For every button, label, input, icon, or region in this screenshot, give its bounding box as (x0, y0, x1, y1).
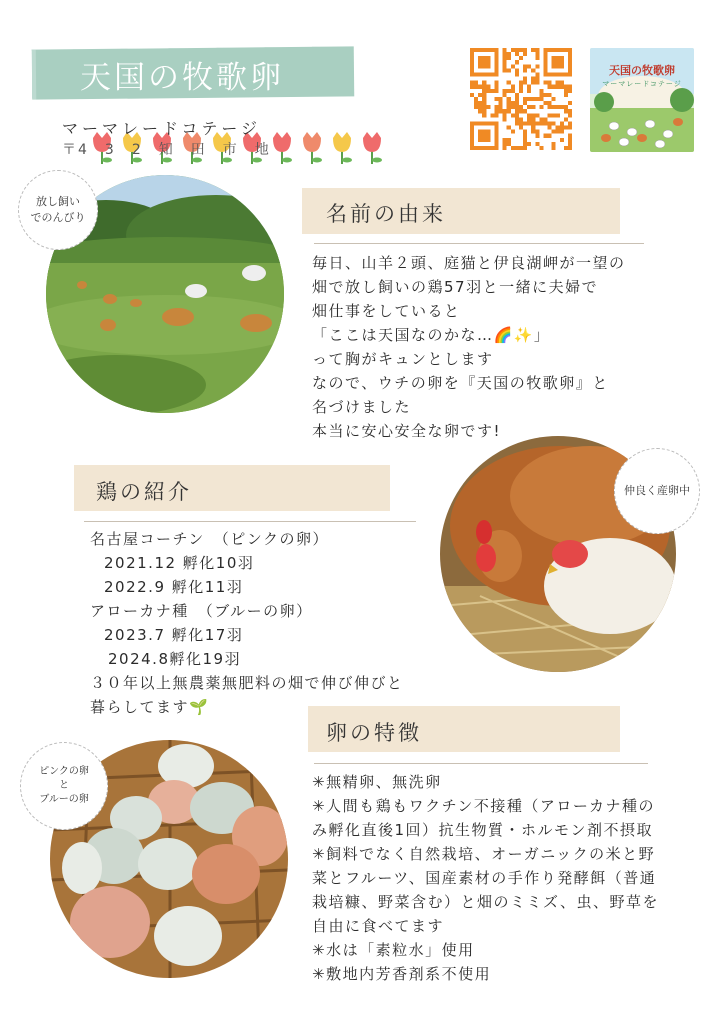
section-heading-chickens: 鶏の紹介 (96, 480, 192, 504)
features-text: ✳無精卵、無洗卵 ✳人間も鶏もワクチン不接種（アローカナ種の み孵化直後1回）抗生物質・ホルモン剤不摂取 ✳飼料でなく自然栽培、オーガニックの米と野 菜とフルーツ、国産素材の手作り発酵餌（普通 栽培糠、野菜含む）と畑のミミズ、虫、野草を 自由に食べてます ✳水は「素粒水」使用 ✳敷地内芳香剤系不使用 (312, 773, 659, 983)
qr-module (539, 146, 543, 150)
qr-module (482, 93, 486, 97)
qr-module (564, 85, 568, 89)
qr-module (503, 117, 507, 121)
qr-module (515, 48, 519, 52)
qr-module (548, 121, 552, 125)
qr-module (470, 81, 474, 85)
qr-module (535, 134, 539, 138)
qr-module (527, 142, 531, 146)
qr-module (494, 113, 498, 117)
qr-module (523, 130, 527, 134)
qr-module (527, 85, 531, 89)
qr-module (507, 126, 511, 130)
qr-module (523, 142, 527, 146)
qr-module (560, 81, 564, 85)
qr-module (548, 134, 552, 138)
qr-module (564, 93, 568, 97)
qr-module (511, 64, 515, 68)
qr-module (474, 81, 478, 85)
qr-module (556, 113, 560, 117)
qr-module (535, 130, 539, 134)
qr-module (503, 60, 507, 64)
qr-module (478, 105, 482, 109)
qr-module (511, 105, 515, 109)
caption-bubble-field: 放し飼い でのんびり (18, 170, 98, 250)
qr-module (482, 109, 486, 113)
qr-module (556, 85, 560, 89)
qr-module (507, 101, 511, 105)
qr-module (552, 113, 556, 117)
qr-module (519, 146, 523, 150)
qr-module (470, 85, 474, 89)
origin-text: 毎日、山羊２頭、庭猫と伊良湖岬が一望の 畑で放し飼いの鶏57羽と一緒に夫婦で 畑仕事をしていると 「ここは天国なのかな…🌈✨」 って胸がキュンとします なので、ウチの卵を『天国の牧歌卵』と 名づけました 本当に安心安全な卵です! (312, 254, 626, 440)
qr-module (548, 113, 552, 117)
divider (84, 521, 416, 522)
qr-module (494, 105, 498, 109)
qr-module (515, 97, 519, 101)
qr-module (523, 77, 527, 81)
qr-module (539, 89, 543, 93)
qr-module (535, 48, 539, 52)
qr-module (519, 81, 523, 85)
thumbnail-subtitle: マーマレードコテージ (602, 80, 682, 88)
qr-module (568, 101, 572, 105)
qr-module (503, 68, 507, 72)
qr-module (535, 142, 539, 146)
qr-module (560, 130, 564, 134)
qr-module (552, 130, 556, 134)
qr-module (474, 101, 478, 105)
qr-module (499, 97, 503, 101)
section-heading-features: 卵の特徴 (326, 721, 422, 745)
qr-module (507, 52, 511, 56)
qr-module (552, 85, 556, 89)
qr-module (482, 105, 486, 109)
qr-module (548, 93, 552, 97)
qr-module (515, 146, 519, 150)
qr-module (535, 97, 539, 101)
qr-module (548, 101, 552, 105)
qr-module (560, 121, 564, 125)
qr-module (523, 101, 527, 105)
qr-module (503, 146, 507, 150)
qr-module (543, 101, 547, 105)
qr-module (507, 138, 511, 142)
qr-module (539, 121, 543, 125)
qr-module (527, 89, 531, 93)
qr-module (515, 105, 519, 109)
qr-module (503, 138, 507, 142)
brand-thumbnail (590, 48, 694, 152)
qr-code-icon[interactable] (470, 48, 572, 150)
qr-module (499, 101, 503, 105)
qr-module (494, 81, 498, 85)
qr-module (519, 48, 523, 52)
qr-module (527, 121, 531, 125)
qr-module (519, 126, 523, 130)
qr-module (548, 105, 552, 109)
qr-module (535, 81, 539, 85)
qr-module (503, 93, 507, 97)
qr-module (515, 113, 519, 117)
qr-module (527, 97, 531, 101)
qr-module (560, 85, 564, 89)
qr-module (478, 101, 482, 105)
qr-module (478, 93, 482, 97)
qr-module (515, 93, 519, 97)
qr-module (499, 105, 503, 109)
qr-module (478, 109, 482, 113)
qr-module (548, 126, 552, 130)
qr-module (474, 85, 478, 89)
qr-module (568, 85, 572, 89)
qr-module (535, 52, 539, 56)
qr-module (527, 105, 531, 109)
qr-module (515, 109, 519, 113)
tulip-leaf (342, 158, 352, 163)
qr-module (503, 89, 507, 93)
qr-module (507, 109, 511, 113)
qr-module (519, 89, 523, 93)
qr-module (535, 56, 539, 60)
qr-module (552, 121, 556, 125)
qr-module (511, 146, 515, 150)
qr-module (494, 85, 498, 89)
qr-module (490, 89, 494, 93)
qr-module (539, 97, 543, 101)
qr-module (478, 85, 482, 89)
qr-module (507, 56, 511, 60)
qr-module (552, 105, 556, 109)
qr-module (482, 85, 486, 89)
qr-module (507, 89, 511, 93)
qr-module (564, 89, 568, 93)
qr-module (499, 109, 503, 113)
qr-module (503, 52, 507, 56)
qr-module (478, 56, 490, 68)
qr-module (523, 121, 527, 125)
chickens-text: 名古屋コーチン （ピンクの卵） 2021.12 孵化10羽 2022.9 孵化11羽 アローカナ種 （ブルーの卵） 2023.7 孵化17羽 2024.8孵化19羽 ３０年以上無農薬無肥料の畑で伸び伸びと 暮らしてます🌱 (90, 530, 404, 716)
thumbnail-title: 天国の牧歌卵 (609, 64, 675, 77)
qr-module (568, 89, 572, 93)
qr-module (523, 146, 527, 150)
qr-module (560, 126, 564, 130)
qr-module (564, 126, 568, 130)
qr-module (560, 138, 564, 142)
qr-module (507, 97, 511, 101)
qr-module (560, 105, 564, 109)
qr-module (568, 126, 572, 130)
caption-bubble-eggs: ピンクの卵 と ブルーの卵 (20, 742, 108, 830)
divider (314, 243, 644, 244)
qr-module (531, 113, 535, 117)
qr-module (535, 77, 539, 81)
qr-module (494, 109, 498, 113)
qr-module (556, 126, 560, 130)
qr-module (519, 109, 523, 113)
qr-module (482, 81, 486, 85)
qr-module (515, 52, 519, 56)
qr-module (543, 134, 547, 138)
qr-module (494, 89, 498, 93)
qr-module (535, 64, 539, 68)
divider (314, 763, 648, 764)
qr-module (523, 109, 527, 113)
qr-module (503, 64, 507, 68)
qr-module (568, 138, 572, 142)
qr-module (511, 48, 515, 52)
qr-module (564, 109, 568, 113)
qr-module (523, 52, 527, 56)
qr-module (527, 117, 531, 121)
shop-name: マーマレードコテージ (62, 119, 262, 138)
qr-module (531, 117, 535, 121)
qr-module (523, 68, 527, 72)
qr-module (523, 134, 527, 138)
qr-module (519, 56, 523, 60)
qr-module (531, 121, 535, 125)
qr-module (486, 89, 490, 93)
qr-module (474, 105, 478, 109)
qr-module (511, 85, 515, 89)
qr-module (490, 113, 494, 117)
qr-module (478, 130, 490, 142)
qr-module (543, 81, 547, 85)
qr-module (539, 117, 543, 121)
qr-module (568, 142, 572, 146)
qr-module (519, 85, 523, 89)
qr-module (552, 56, 564, 68)
qr-module (531, 105, 535, 109)
qr-module (531, 77, 535, 81)
qr-module (539, 93, 543, 97)
qr-module (543, 117, 547, 121)
qr-module (482, 89, 486, 93)
qr-module (519, 105, 523, 109)
qr-module (494, 97, 498, 101)
qr-module (511, 89, 515, 93)
qr-module (552, 97, 556, 101)
qr-module (535, 113, 539, 117)
qr-module (568, 113, 572, 117)
qr-module (564, 146, 568, 150)
qr-module (511, 101, 515, 105)
qr-module (523, 81, 527, 85)
qr-module (531, 68, 535, 72)
shop-address: 〒4 3 2 知 田 市 地 (62, 142, 319, 158)
qr-module (482, 113, 486, 117)
qr-module (552, 146, 556, 150)
qr-module (568, 146, 572, 150)
qr-module (531, 97, 535, 101)
qr-module (507, 105, 511, 109)
qr-module (523, 64, 527, 68)
qr-module (531, 48, 535, 52)
qr-module (515, 121, 519, 125)
qr-module (548, 81, 552, 85)
qr-module (523, 138, 527, 142)
qr-module (552, 142, 556, 146)
qr-module (507, 142, 511, 146)
qr-module (568, 134, 572, 138)
qr-module (519, 117, 523, 121)
qr-module (482, 101, 486, 105)
qr-module (511, 130, 515, 134)
qr-module (507, 81, 511, 85)
qr-module (556, 105, 560, 109)
tulip-flower (363, 132, 381, 152)
qr-module (515, 117, 519, 121)
qr-module (515, 72, 519, 76)
tulip-flower (333, 132, 351, 152)
qr-module (539, 105, 543, 109)
qr-module (503, 56, 507, 60)
qr-module (523, 97, 527, 101)
qr-module (470, 93, 474, 97)
qr-module (474, 97, 478, 101)
qr-module (519, 121, 523, 125)
qr-module (568, 121, 572, 125)
qr-module (548, 85, 552, 89)
qr-module (523, 48, 527, 52)
qr-module (556, 81, 560, 85)
qr-module (486, 105, 490, 109)
tulip-leaf (372, 158, 382, 163)
qr-module (543, 121, 547, 125)
qr-module (486, 85, 490, 89)
qr-module (515, 60, 519, 64)
qr-module (527, 113, 531, 117)
qr-module (556, 130, 560, 134)
page-title: 天国の牧歌卵 (80, 60, 284, 96)
qr-module (564, 105, 568, 109)
qr-module (503, 109, 507, 113)
qr-module (515, 101, 519, 105)
qr-module (507, 68, 511, 72)
qr-module (503, 142, 507, 146)
qr-module (535, 72, 539, 76)
section-heading-origin: 名前の由来 (326, 202, 446, 226)
qr-module (527, 64, 531, 68)
qr-module (568, 109, 572, 113)
qr-module (482, 97, 486, 101)
qr-module (531, 126, 535, 130)
qr-module (503, 48, 507, 52)
qr-module (531, 130, 535, 134)
qr-module (503, 113, 507, 117)
qr-module (535, 121, 539, 125)
qr-module (543, 93, 547, 97)
qr-module (564, 117, 568, 121)
qr-module (515, 68, 519, 72)
caption-bubble-hens: 仲良く産卵中 (614, 448, 700, 534)
qr-module (531, 81, 535, 85)
qr-module (511, 113, 515, 117)
